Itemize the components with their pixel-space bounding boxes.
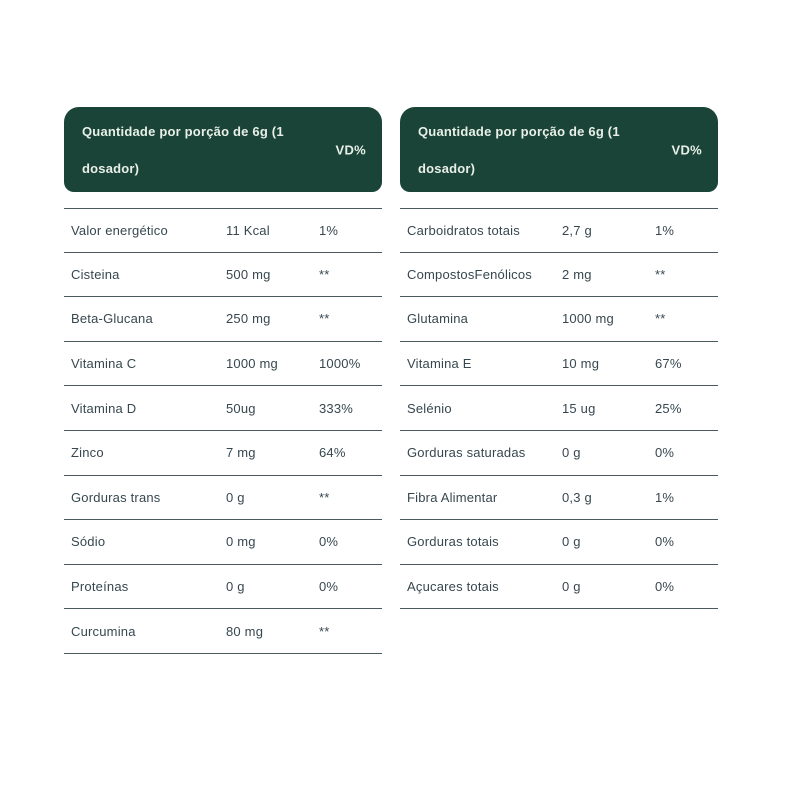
row-vd: 333%	[319, 400, 354, 416]
row-label: Vitamina C	[71, 356, 137, 372]
row-amount: 1000 mg	[226, 356, 278, 372]
row-label: CompostosFenólicos	[407, 266, 532, 282]
row-vd: 64%	[319, 445, 346, 461]
row-vd: 0%	[655, 534, 675, 550]
table-body	[64, 208, 382, 654]
row-vd: 25%	[655, 400, 682, 416]
row-amount: 0 g	[226, 579, 245, 595]
row-label: Gorduras trans	[71, 489, 161, 505]
row-amount: 10 mg	[562, 356, 600, 372]
row-label: Vitamina D	[71, 400, 137, 416]
table-row	[64, 342, 382, 387]
row-vd: **	[319, 489, 330, 505]
table-body	[400, 208, 718, 609]
row-amount: 0 g	[562, 445, 581, 461]
table-row	[400, 386, 718, 431]
table-row	[64, 609, 382, 654]
row-amount: 2,7 g	[562, 222, 592, 238]
row-amount: 15 ug	[562, 400, 596, 416]
row-amount: 0 mg	[226, 534, 256, 550]
table-row	[64, 386, 382, 431]
row-label: Beta-Glucana	[71, 311, 153, 327]
row-vd: 0%	[319, 534, 339, 550]
row-amount: 0 g	[562, 534, 581, 550]
header-vd-label: VD%	[335, 142, 366, 157]
row-amount: 250 mg	[226, 311, 271, 327]
row-vd: 0%	[319, 579, 339, 595]
nutrition-table-left	[64, 107, 382, 654]
row-amount: 7 mg	[226, 445, 256, 461]
table-row	[400, 565, 718, 610]
row-label: Glutamina	[407, 311, 469, 327]
row-amount: 2 mg	[562, 266, 592, 282]
row-label: Curcumina	[71, 623, 136, 639]
row-label: Açucares totais	[407, 579, 499, 595]
row-amount: 500 mg	[226, 266, 271, 282]
nutrition-table-right	[400, 107, 718, 654]
table-row	[400, 342, 718, 387]
table-row	[400, 208, 718, 253]
row-label: Selénio	[407, 400, 452, 416]
row-label: Gorduras saturadas	[407, 445, 526, 461]
table-row	[64, 208, 382, 253]
table-row	[400, 476, 718, 521]
row-vd: 1%	[655, 489, 675, 505]
row-vd: 0%	[655, 579, 675, 595]
table-header	[64, 107, 382, 192]
row-amount: 0,3 g	[562, 489, 592, 505]
table-row	[400, 297, 718, 342]
row-vd: **	[319, 311, 330, 327]
row-vd: **	[319, 266, 330, 282]
row-amount: 1000 mg	[562, 311, 614, 327]
row-label: Vitamina E	[407, 356, 472, 372]
table-row	[400, 253, 718, 298]
row-amount: 50ug	[226, 400, 256, 416]
table-row	[64, 520, 382, 565]
table-row	[64, 476, 382, 521]
row-label: Valor energético	[71, 222, 168, 238]
row-vd: **	[655, 266, 666, 282]
row-label: Sódio	[71, 534, 106, 550]
row-vd: 1000%	[319, 356, 361, 372]
row-vd: **	[319, 623, 330, 639]
table-row	[64, 253, 382, 298]
row-amount: 0 g	[226, 489, 245, 505]
row-vd: 1%	[655, 222, 675, 238]
row-vd: **	[655, 311, 666, 327]
row-vd: 1%	[319, 222, 339, 238]
row-label: Gorduras totais	[407, 534, 499, 550]
row-label: Fibra Alimentar	[407, 489, 498, 505]
table-row	[400, 520, 718, 565]
nutrition-tables	[64, 107, 718, 654]
table-row	[64, 297, 382, 342]
table-row	[64, 565, 382, 610]
table-row	[400, 431, 718, 476]
row-vd: 67%	[655, 356, 682, 372]
row-label: Cisteina	[71, 266, 120, 282]
row-amount: 0 g	[562, 579, 581, 595]
row-amount: 11 Kcal	[226, 222, 270, 238]
row-vd: 0%	[655, 445, 675, 461]
row-label: Zinco	[71, 445, 104, 461]
header-title: Quantidade por porção de 6g (1 dosador)	[82, 124, 284, 176]
table-row	[64, 431, 382, 476]
header-title: Quantidade por porção de 6g (1 dosador)	[418, 124, 620, 176]
header-vd-label: VD%	[671, 142, 702, 157]
row-label: Proteínas	[71, 579, 129, 595]
table-header	[400, 107, 718, 192]
row-label: Carboidratos totais	[407, 222, 520, 238]
row-amount: 80 mg	[226, 623, 264, 639]
